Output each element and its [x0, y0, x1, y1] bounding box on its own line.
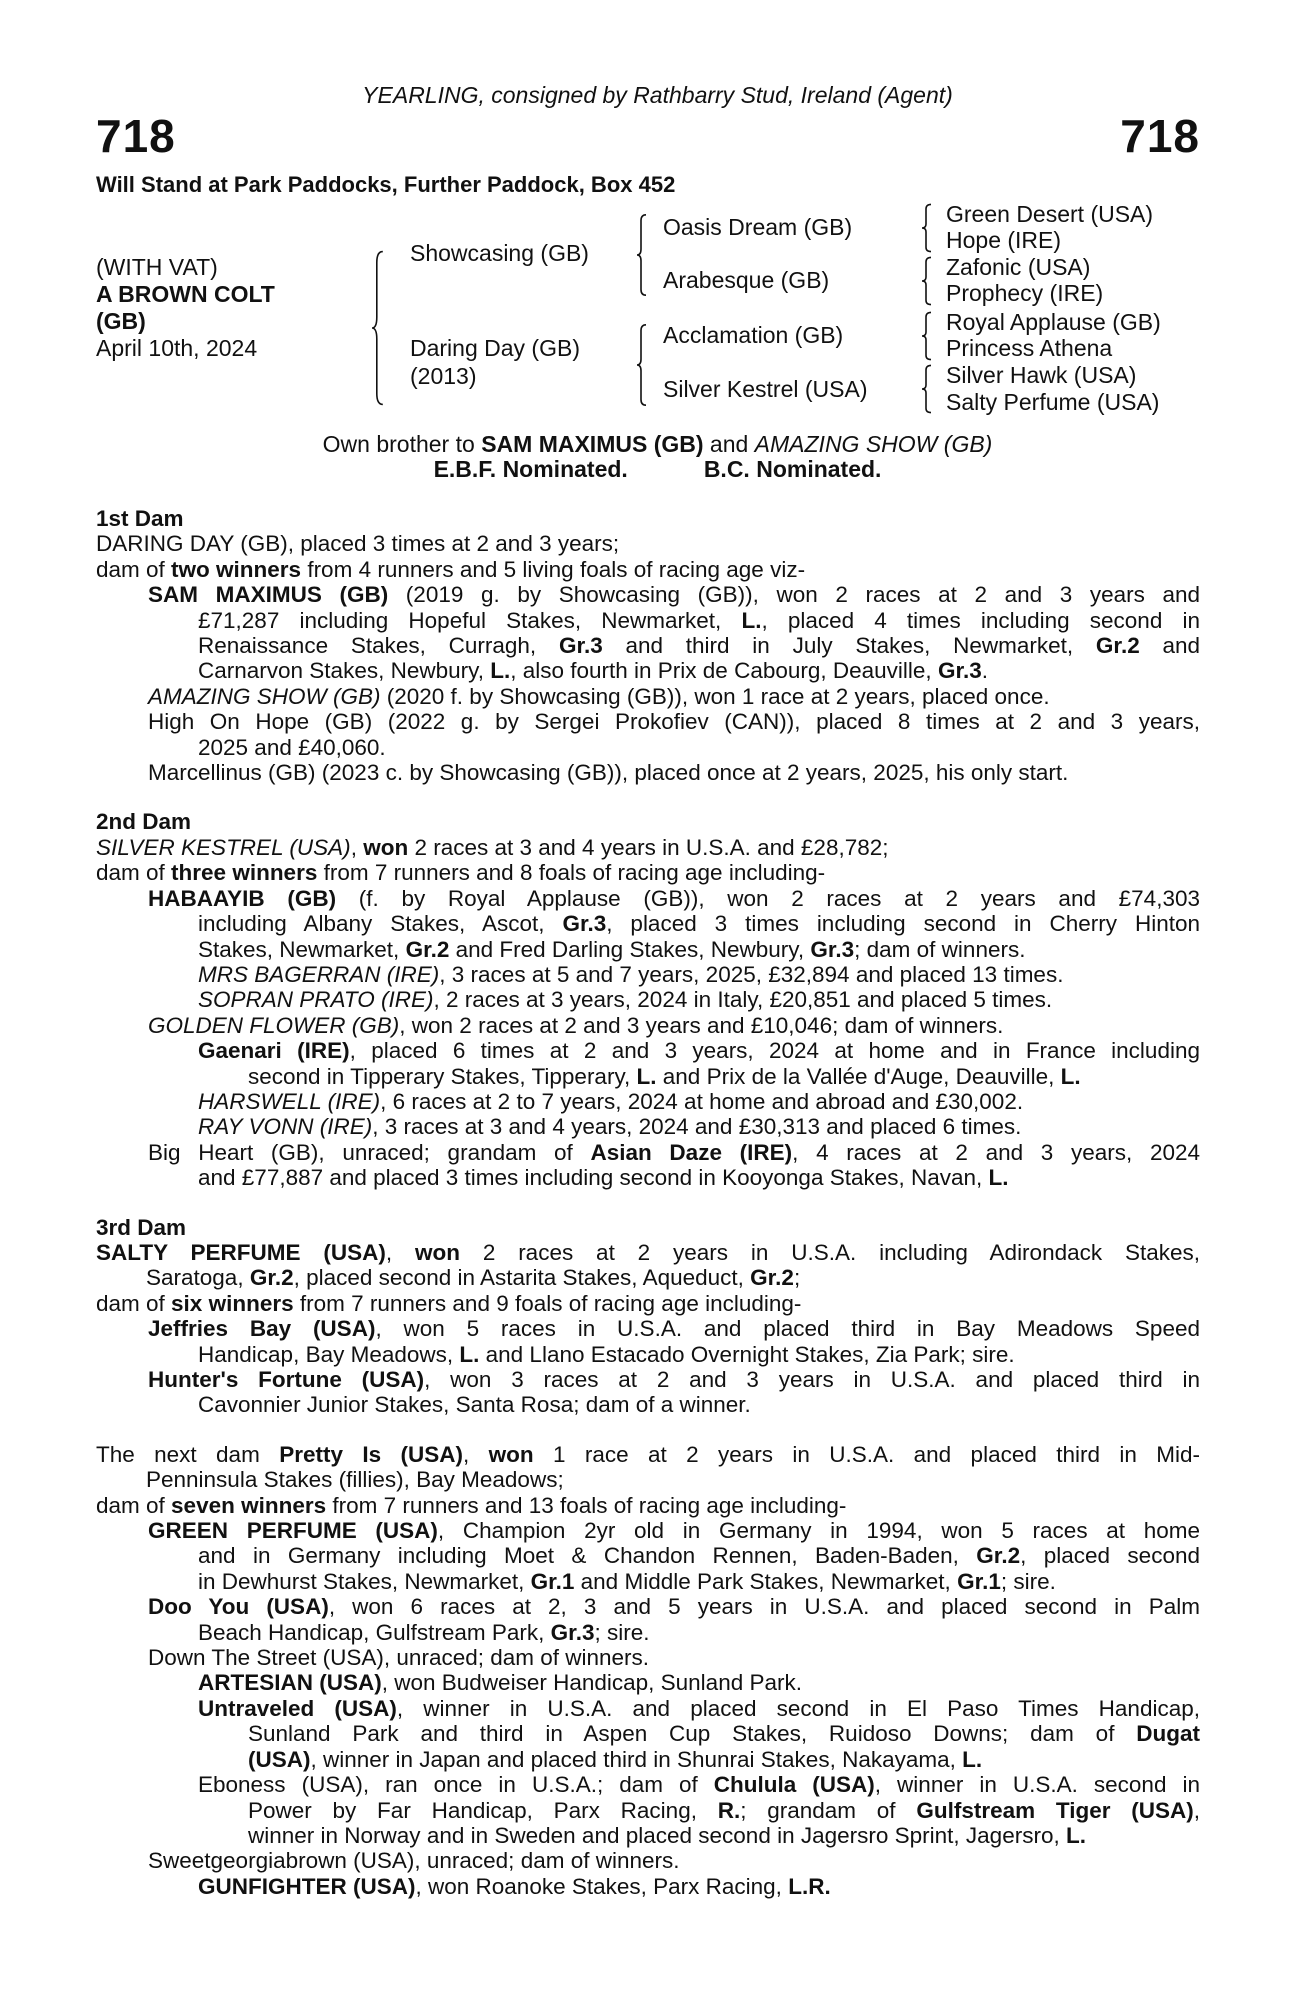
gen3-ancestor: Zafonic (USA) — [946, 254, 1091, 280]
entry-line — [148, 1140, 1200, 1165]
text-run: and Llano Estacado Overnight Stakes, Zia Park; sire. — [479, 1341, 1015, 1367]
text-run: Beach Handicap, Gulfstream Park, — [198, 1619, 551, 1645]
bold-text: Gr.1 — [530, 1568, 575, 1594]
bold-text: Gr.1 — [957, 1568, 1001, 1594]
entry-line — [148, 684, 1200, 709]
bold-text: SAM MAXIMUS (GB) — [148, 582, 389, 608]
pedigree-entry — [96, 1240, 1200, 1291]
text-run: from 7 runners and 8 foals of racing age including- — [317, 860, 826, 886]
pedigree-entry — [96, 962, 1200, 987]
entry-line — [198, 937, 1200, 962]
entry-line — [96, 557, 1200, 582]
text-run: , — [462, 1441, 489, 1467]
vat-note: (WITH VAT) — [96, 254, 218, 280]
gen3-ancestor: Salty Perfume (USA) — [946, 389, 1160, 415]
bold-text: R. — [717, 1797, 741, 1823]
text-run: , 6 races at 2 to 7 years, 2024 at home and abroad and £30,002. — [380, 1088, 1024, 1114]
entry-line — [198, 1620, 1200, 1645]
text-run: Saratoga, — [146, 1265, 250, 1291]
entry-line — [148, 1316, 1200, 1341]
lot-number-right: 718 — [1120, 110, 1200, 162]
text-run: , placed second in Astarita Stakes, Aqueduct, — [293, 1265, 751, 1291]
entry-line — [248, 1747, 1200, 1772]
pedigree-entry — [96, 557, 1200, 582]
dam: Daring Day (GB) — [410, 335, 580, 361]
pedigree-entry — [96, 1089, 1200, 1114]
entry-line — [198, 1038, 1200, 1063]
entry-line — [198, 987, 1200, 1012]
pedigree-entry — [96, 1367, 1200, 1418]
pedigree-entry — [96, 1038, 1200, 1089]
text-run: The next dam — [96, 1441, 280, 1467]
text-run: Sweetgeorgiabrown (USA), unraced; dam of winners. — [148, 1848, 680, 1874]
sire-dam: Arabesque (GB) — [663, 267, 830, 293]
text-run: and — [703, 431, 755, 457]
entry-line — [96, 835, 1200, 860]
text-run: , winner in U.S.A. second in — [874, 1772, 1200, 1798]
text-run: and in Germany including Moet & Chandon Rennen, Baden-Baden, — [198, 1543, 977, 1569]
lot-name: A BROWN COLT — [96, 281, 275, 307]
bold-text: GREEN PERFUME (USA) — [148, 1518, 438, 1544]
pedigree-entry — [96, 1848, 1200, 1873]
text-run: Big Heart (GB), unraced; grandam of — [148, 1139, 591, 1165]
entry-line — [198, 1165, 1200, 1190]
text-run: and Middle Park Stakes, Newmarket, — [574, 1568, 958, 1594]
bold-text: L. — [490, 658, 511, 684]
brace-g3-2 — [922, 257, 932, 305]
pedigree-entry — [96, 582, 1200, 684]
text-run: and £77,887 and placed 3 times including second in Kooyonga Stakes, Navan, — [198, 1165, 989, 1191]
text-run: Marcellinus (GB) (2023 c. by Showcasing (GB)), placed once at 2 years, 2025, his only start. — [148, 760, 1069, 786]
text-run: Sunland Park and third in Aspen Cup Stakes, Ruidoso Downs; dam of — [248, 1721, 1137, 1747]
text-run: , placed second — [1020, 1543, 1200, 1569]
brace-g3-3 — [922, 312, 932, 360]
text-run: winner in Norway and in Sweden and placed second in Jagersro Sprint, Jagersro, — [248, 1822, 1066, 1848]
bold-text: Dugat — [1136, 1721, 1200, 1747]
pedigree-entry — [96, 709, 1200, 760]
text-run: Power by Far Handicap, Parx Racing, — [248, 1797, 718, 1823]
bold-text: Gr.2 — [1095, 633, 1140, 659]
italic-text: MRS BAGERRAN (IRE) — [198, 961, 440, 987]
text-run: 2025 and £40,060. — [198, 734, 386, 760]
bold-text: six winners — [171, 1290, 294, 1316]
entry-line — [248, 1798, 1200, 1823]
text-run: including Albany Stakes, Ascot, — [198, 911, 563, 937]
entry-line — [146, 1265, 1200, 1290]
entry-line — [148, 709, 1200, 734]
text-run: Own brother to — [322, 431, 482, 457]
italic-text: HARSWELL (IRE) — [198, 1088, 381, 1114]
entry-line — [148, 1367, 1200, 1392]
bold-text: Chulula (USA) — [713, 1772, 875, 1798]
gen3-ancestor: Hope (IRE) — [946, 227, 1062, 253]
sire: Showcasing (GB) — [410, 240, 589, 266]
text-run: (f. by Royal Applause (GB)), won 2 races at 2 years and £74,303 — [336, 885, 1200, 911]
text-run: 2 races at 3 and 4 years in U.S.A. and £28,782; — [408, 834, 889, 860]
text-run: from 7 runners and 9 foals of racing age including- — [293, 1290, 802, 1316]
text-run: , won 3 races at 2 and 3 years in U.S.A. and placed third in — [424, 1367, 1200, 1392]
text-run: from 7 runners and 13 foals of racing age including- — [326, 1492, 847, 1518]
catalogue-body — [96, 506, 1200, 1923]
brace-sire — [637, 214, 647, 296]
ebf-nominated: E.B.F. Nominated. — [433, 456, 628, 482]
lot-country: (GB) — [96, 308, 146, 334]
entry-line — [198, 962, 1200, 987]
italic-text: AMAZING SHOW (GB) — [754, 431, 993, 457]
text-run: Carnarvon Stakes, Newbury, — [198, 658, 491, 684]
bold-text: Gaenari (IRE) — [198, 1038, 350, 1064]
text-run: , 2 races at 3 years, 2024 in Italy, £20,851 and placed 5 times. — [433, 987, 1053, 1013]
sire-sire: Oasis Dream (GB) — [663, 214, 853, 240]
italic-text: AMAZING SHOW (GB) — [148, 683, 381, 709]
text-run: . — [981, 658, 988, 684]
dam-dam: Silver Kestrel (USA) — [663, 376, 868, 402]
text-run: and Fred Darling Stakes, Newbury, — [449, 936, 811, 962]
entry-line — [198, 1089, 1200, 1114]
pedigree-entry — [96, 1772, 1200, 1848]
pedigree-entry — [96, 1442, 1200, 1493]
italic-text: RAY VONN (IRE) — [198, 1114, 373, 1140]
location-line: Will Stand at Park Paddocks, Further Paddock, Box 452 — [96, 172, 676, 197]
bold-text: Hunter's Fortune (USA) — [148, 1367, 425, 1392]
entry-line — [148, 886, 1200, 911]
bold-text: SALTY PERFUME (USA) — [96, 1239, 386, 1265]
pedigree-entry — [96, 1114, 1200, 1139]
entry-line — [148, 1013, 1200, 1038]
entry-line — [96, 531, 1200, 556]
text-run: , Champion 2yr old in Germany in 1994, won 5 races at home — [437, 1518, 1201, 1544]
pedigree-entry — [96, 987, 1200, 1012]
pedigree-entry — [96, 1696, 1200, 1772]
entry-line — [148, 1848, 1200, 1873]
entry-line — [198, 911, 1200, 936]
brace-gen1 — [372, 250, 384, 406]
bold-text: Asian Daze (IRE) — [590, 1139, 793, 1165]
dam-section — [96, 1442, 1200, 1899]
text-run: , — [350, 834, 364, 860]
text-run: (2020 f. by Showcasing (GB)), won 1 race at 2 years, placed once. — [380, 683, 1050, 709]
entry-line — [198, 1772, 1200, 1797]
bold-text: won — [414, 1239, 460, 1265]
pedigree-entry — [96, 1670, 1200, 1695]
lot-number-left: 718 — [96, 110, 176, 162]
pedigree-entry — [96, 1316, 1200, 1367]
text-run: Penninsula Stakes (fillies), Bay Meadows; — [146, 1467, 564, 1493]
entry-line — [198, 735, 1200, 760]
text-run: ; grandam of — [740, 1797, 917, 1823]
dam-section — [96, 1215, 1200, 1418]
entry-line — [198, 633, 1200, 658]
gen3-ancestor: Prophecy (IRE) — [946, 280, 1104, 306]
text-run: dam of — [96, 860, 172, 886]
bold-text: (USA) — [248, 1746, 311, 1772]
text-run: £71,287 including Hopeful Stakes, Newmarket, — [198, 607, 742, 633]
entry-line — [248, 1064, 1200, 1089]
pedigree-entry — [96, 1493, 1200, 1518]
bold-text: Untraveled (USA) — [198, 1695, 397, 1721]
foaling-date: April 10th, 2024 — [96, 335, 258, 361]
entry-line — [198, 658, 1200, 683]
pedigree-entry — [96, 1291, 1200, 1316]
bold-text: Gr.2 — [405, 936, 450, 962]
bold-text: L. — [636, 1063, 657, 1089]
text-run: ; — [793, 1265, 801, 1291]
dam-year: (2013) — [410, 363, 477, 389]
text-run: dam of — [96, 1290, 172, 1316]
section-heading: 2nd Dam — [96, 809, 192, 835]
bold-text: L. — [1065, 1822, 1086, 1848]
text-run: High On Hope (GB) (2022 g. by Sergei Prokofiev (CAN)), placed 8 times at 2 and 3 years, — [148, 709, 1200, 735]
text-run: ; sire. — [594, 1619, 650, 1645]
bold-text: two winners — [171, 556, 302, 582]
entry-line — [248, 1721, 1200, 1746]
bold-text: SAM MAXIMUS (GB) — [481, 431, 704, 457]
own-brother-note — [0, 433, 1315, 456]
entry-line — [148, 760, 1200, 785]
text-run: , — [1193, 1797, 1200, 1823]
bold-text: Gr.3 — [810, 936, 855, 962]
text-run: ; sire. — [1000, 1568, 1056, 1594]
bold-text: L. — [1060, 1063, 1081, 1089]
text-run: from 4 runners and 5 living foals of racing age viz- — [301, 556, 806, 582]
text-run: , won Roanoke Stakes, Parx Racing, — [415, 1873, 789, 1899]
pedigree-entry — [96, 684, 1200, 709]
bold-text: HABAAYIB (GB) — [148, 885, 337, 911]
text-run: , winner in U.S.A. and placed second in El Paso Times Handicap, — [396, 1695, 1200, 1721]
text-run: , 3 races at 3 and 4 years, 2024 and £30,313 and placed 6 times. — [372, 1114, 1022, 1140]
bold-text: Gr.3 — [558, 633, 603, 659]
gen3-ancestor: Silver Hawk (USA) — [946, 362, 1137, 388]
pedigree-entry — [96, 1518, 1200, 1594]
bold-text: Doo You (USA) — [148, 1594, 329, 1620]
entry-line — [198, 1392, 1200, 1417]
dam-section — [96, 809, 1200, 1190]
nominations — [0, 458, 1315, 481]
entry-line — [146, 1467, 1200, 1492]
bold-text: GUNFIGHTER (USA) — [198, 1873, 416, 1899]
text-run: second in Tipperary Stakes, Tipperary, — [248, 1063, 637, 1089]
pedigree-entry — [96, 531, 1200, 556]
text-run: dam of — [96, 556, 172, 582]
bold-text: L. — [988, 1165, 1009, 1191]
dam-sire: Acclamation (GB) — [663, 322, 844, 348]
text-run: 2 races at 2 years in U.S.A. including Adirondack Stakes, — [459, 1239, 1200, 1265]
text-run: 1 race at 2 years in U.S.A. and placed third in Mid- — [533, 1441, 1200, 1467]
entry-line — [96, 860, 1200, 885]
brace-g3-4 — [922, 365, 932, 413]
bold-text: Gr.2 — [750, 1265, 794, 1291]
bold-text: Gr.2 — [249, 1265, 294, 1291]
dam-section — [96, 506, 1200, 785]
text-run: , won Budweiser Handicap, Sunland Park. — [381, 1670, 802, 1696]
bold-text: won — [488, 1441, 534, 1467]
text-run: Cavonnier Junior Stakes, Santa Rosa; dam of a winner. — [198, 1392, 751, 1418]
pedigree-entry — [96, 1594, 1200, 1645]
pedigree-entry — [96, 1013, 1200, 1038]
entry-line — [96, 1291, 1200, 1316]
text-run: , 4 races at 2 and 3 years, 2024 — [792, 1139, 1201, 1165]
bold-text: L. — [741, 607, 762, 633]
entry-line — [198, 1670, 1200, 1695]
pedigree-entry — [96, 1874, 1200, 1899]
pedigree-entry — [96, 1140, 1200, 1191]
text-run: , won 5 races in U.S.A. and placed third in Bay Meadows Speed — [375, 1316, 1200, 1342]
text-run: , — [385, 1239, 415, 1265]
bold-text: three winners — [171, 860, 318, 886]
text-run: , 3 races at 5 and 7 years, 2025, £32,894 and placed 13 times. — [439, 961, 1064, 987]
text-run: , placed 6 times at 2 and 3 years, 2024 at home and in France including — [349, 1038, 1200, 1064]
bold-text: ARTESIAN (USA) — [198, 1670, 382, 1696]
text-run: DARING DAY (GB), placed 3 times at 2 and 3 years; — [96, 531, 620, 557]
italic-text: GOLDEN FLOWER (GB) — [148, 1012, 400, 1038]
text-run: Stakes, Newmarket, — [198, 936, 406, 962]
entry-line — [148, 1594, 1200, 1619]
gen3-ancestor: Princess Athena — [946, 335, 1113, 361]
entry-line — [198, 1342, 1200, 1367]
bold-text: won — [363, 834, 409, 860]
bold-text: Jeffries Bay (USA) — [148, 1316, 376, 1342]
text-run: Handicap, Bay Meadows, — [198, 1341, 460, 1367]
pedigree-entry — [96, 886, 1200, 962]
brace-g3-1 — [922, 204, 932, 252]
gen3-ancestor: Royal Applause (GB) — [946, 309, 1161, 335]
entry-line — [198, 1874, 1200, 1899]
entry-line — [148, 1645, 1200, 1670]
section-heading: 3rd Dam — [96, 1214, 187, 1240]
text-run: and — [1139, 633, 1201, 659]
italic-text: SILVER KESTREL (USA) — [96, 834, 351, 860]
text-run: , won 2 races at 2 and 3 years and £10,046; dam of winners. — [399, 1012, 1004, 1038]
text-run: ; dam of winners. — [854, 936, 1026, 962]
text-run: , placed 4 times including second in — [761, 607, 1200, 633]
text-run: , also fourth in Prix de Cabourg, Deauville, — [510, 658, 938, 684]
brace-dam — [637, 324, 647, 406]
gen3-ancestor: Green Desert (USA) — [946, 201, 1154, 227]
pedigree-entry — [96, 760, 1200, 785]
entry-line — [198, 608, 1200, 633]
text-run: in Dewhurst Stakes, Newmarket, — [198, 1568, 531, 1594]
text-run: , won 6 races at 2, 3 and 5 years in U.S.A. and placed second in Palm — [328, 1594, 1200, 1620]
text-run: dam of — [96, 1492, 172, 1518]
text-run: and Prix de la Vallée d'Auge, Deauville, — [656, 1063, 1061, 1089]
text-run: (2019 g. by Showcasing (GB)), won 2 races at 2 and 3 years and — [388, 582, 1200, 608]
entry-line — [148, 582, 1200, 607]
bold-text: Gr.2 — [976, 1543, 1021, 1569]
bold-text: Pretty Is (USA) — [279, 1441, 463, 1467]
bold-text: L. — [962, 1746, 983, 1772]
text-run: , winner in Japan and placed third in Shunrai Stakes, Nakayama, — [310, 1746, 963, 1772]
italic-text: SOPRAN PRATO (IRE) — [198, 987, 434, 1013]
bold-text: L.R. — [788, 1873, 831, 1899]
section-heading: 1st Dam — [96, 506, 184, 531]
text-run: , placed 3 times including second in Cherry Hinton — [606, 911, 1200, 937]
text-run: and third in July Stakes, Newmarket, — [602, 633, 1096, 659]
pedigree-entry — [96, 860, 1200, 885]
entry-line — [248, 1823, 1200, 1848]
text-run: Down The Street (USA), unraced; dam of winners. — [148, 1645, 650, 1671]
bold-text: seven winners — [171, 1492, 327, 1518]
entry-line — [148, 1518, 1200, 1543]
entry-line — [96, 1240, 1200, 1265]
pedigree-entry — [96, 1645, 1200, 1670]
entry-line — [198, 1696, 1200, 1721]
bold-text: Gr.3 — [562, 911, 607, 937]
entry-line — [198, 1114, 1200, 1139]
entry-line — [198, 1569, 1200, 1594]
consignment-line: YEARLING, consigned by Rathbarry Stud, Ireland (Agent) — [362, 82, 953, 108]
pedigree-entry — [96, 835, 1200, 860]
entry-line — [96, 1493, 1200, 1518]
entry-line — [198, 1543, 1200, 1568]
bold-text: Gr.3 — [937, 658, 982, 684]
bold-text: Gulfstream Tiger (USA) — [916, 1797, 1194, 1823]
text-run: Eboness (USA), ran once in U.S.A.; dam of — [198, 1772, 714, 1798]
text-run: Renaissance Stakes, Curragh, — [198, 633, 559, 659]
entry-line — [96, 1442, 1200, 1467]
bold-text: L. — [459, 1341, 480, 1367]
bc-nominated: B.C. Nominated. — [703, 456, 882, 482]
bold-text: Gr.3 — [550, 1619, 595, 1645]
